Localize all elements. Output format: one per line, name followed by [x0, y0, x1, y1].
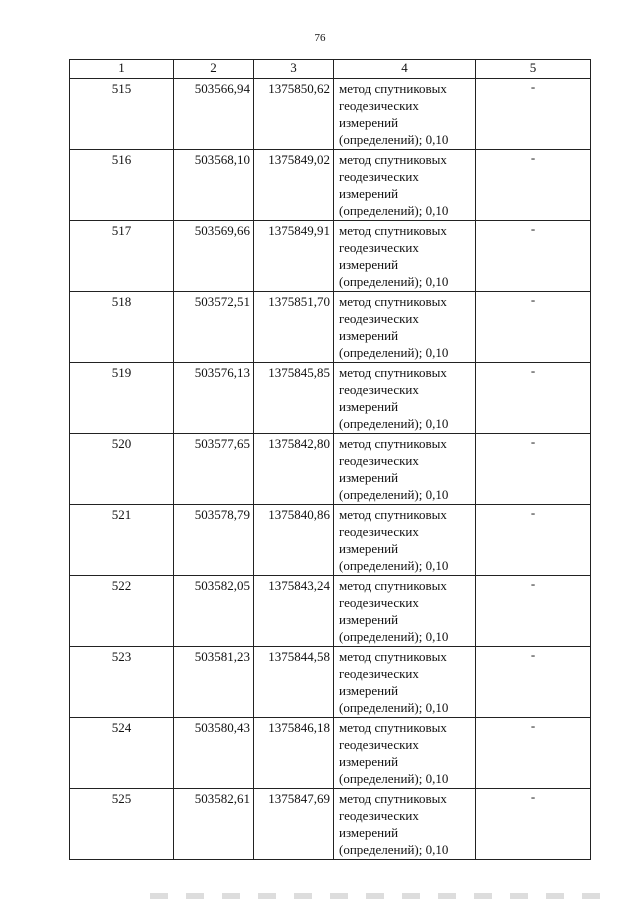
header-col-4: 4 [334, 60, 476, 79]
method-line: метод спутниковых [339, 507, 447, 522]
method-line: метод спутниковых [339, 649, 447, 664]
method-line: (определений); 0,10 [339, 345, 449, 360]
table-row [70, 292, 591, 363]
point-number-cell: 518 [70, 292, 174, 363]
method-cell [334, 221, 476, 292]
method-cell [334, 647, 476, 718]
method-cell [334, 79, 476, 150]
note-cell: - [476, 647, 591, 718]
point-number-cell: 516 [70, 150, 174, 221]
note-cell: - [476, 221, 591, 292]
method-line: (определений); 0,10 [339, 132, 449, 147]
table-row [70, 363, 591, 434]
note-cell: - [476, 789, 591, 860]
method-cell [334, 789, 476, 860]
point-number-cell: 515 [70, 79, 174, 150]
method-line: геодезических [339, 98, 419, 113]
y-coordinate-cell: 1375845,85 [254, 363, 334, 434]
method-line: (определений); 0,10 [339, 416, 449, 431]
x-coordinate-cell: 503569,66 [174, 221, 254, 292]
y-coordinate-cell: 1375842,80 [254, 434, 334, 505]
note-cell: - [476, 576, 591, 647]
y-coordinate-cell: 1375840,86 [254, 505, 334, 576]
point-number-cell: 522 [70, 576, 174, 647]
method-line: метод спутниковых [339, 223, 447, 238]
table-body [70, 79, 591, 860]
method-line: измерений [339, 683, 399, 698]
x-coordinate-cell: 503580,43 [174, 718, 254, 789]
header-col-5: 5 [476, 60, 591, 79]
method-line: геодезических [339, 382, 419, 397]
method-cell [334, 718, 476, 789]
method-line: геодезических [339, 595, 419, 610]
method-line: метод спутниковых [339, 294, 447, 309]
method-line: геодезических [339, 453, 419, 468]
table-row [70, 434, 591, 505]
method-line: (определений); 0,10 [339, 629, 449, 644]
x-coordinate-cell: 503566,94 [174, 79, 254, 150]
x-coordinate-cell: 503576,13 [174, 363, 254, 434]
method-line: измерений [339, 186, 399, 201]
y-coordinate-cell: 1375846,18 [254, 718, 334, 789]
table-header-row [70, 60, 591, 79]
method-line: геодезических [339, 311, 419, 326]
method-line: измерений [339, 541, 399, 556]
method-line: измерений [339, 612, 399, 627]
note-cell: - [476, 150, 591, 221]
table-row [70, 150, 591, 221]
y-coordinate-cell: 1375843,24 [254, 576, 334, 647]
method-line: метод спутниковых [339, 578, 447, 593]
point-number-cell: 521 [70, 505, 174, 576]
point-number-cell: 520 [70, 434, 174, 505]
table-row [70, 718, 591, 789]
header-col-2: 2 [174, 60, 254, 79]
method-line: метод спутниковых [339, 152, 447, 167]
table-row [70, 79, 591, 150]
note-cell: - [476, 79, 591, 150]
method-line: измерений [339, 399, 399, 414]
note-cell: - [476, 292, 591, 363]
x-coordinate-cell: 503577,65 [174, 434, 254, 505]
method-line: геодезических [339, 240, 419, 255]
y-coordinate-cell: 1375850,62 [254, 79, 334, 150]
method-line: (определений); 0,10 [339, 842, 449, 857]
method-line: измерений [339, 825, 399, 840]
method-cell [334, 292, 476, 363]
method-line: измерений [339, 754, 399, 769]
x-coordinate-cell: 503568,10 [174, 150, 254, 221]
method-cell [334, 150, 476, 221]
scan-footer-artifact [150, 893, 600, 899]
method-line: измерений [339, 115, 399, 130]
method-cell [334, 434, 476, 505]
note-cell: - [476, 718, 591, 789]
table-row [70, 647, 591, 718]
method-line: геодезических [339, 169, 419, 184]
method-line: метод спутниковых [339, 81, 447, 96]
point-number-cell: 519 [70, 363, 174, 434]
method-line: (определений); 0,10 [339, 771, 449, 786]
y-coordinate-cell: 1375851,70 [254, 292, 334, 363]
method-line: (определений); 0,10 [339, 487, 449, 502]
page-number: 76 [314, 32, 326, 44]
header-col-1: 1 [70, 60, 174, 79]
header-col-3: 3 [254, 60, 334, 79]
point-number-cell: 523 [70, 647, 174, 718]
method-line: измерений [339, 328, 399, 343]
table-row [70, 221, 591, 292]
point-number-cell: 524 [70, 718, 174, 789]
point-number-cell: 525 [70, 789, 174, 860]
method-line: (определений); 0,10 [339, 274, 449, 289]
method-line: (определений); 0,10 [339, 700, 449, 715]
note-cell: - [476, 434, 591, 505]
y-coordinate-cell: 1375844,58 [254, 647, 334, 718]
method-line: геодезических [339, 808, 419, 823]
method-line: метод спутниковых [339, 791, 447, 806]
method-line: измерений [339, 257, 399, 272]
method-cell [334, 363, 476, 434]
method-line: измерений [339, 470, 399, 485]
method-cell [334, 505, 476, 576]
note-cell: - [476, 363, 591, 434]
method-line: (определений); 0,10 [339, 558, 449, 573]
x-coordinate-cell: 503581,23 [174, 647, 254, 718]
method-line: метод спутниковых [339, 720, 447, 735]
method-line: геодезических [339, 737, 419, 752]
method-line: метод спутниковых [339, 365, 447, 380]
table-row [70, 576, 591, 647]
note-cell: - [476, 505, 591, 576]
y-coordinate-cell: 1375849,91 [254, 221, 334, 292]
x-coordinate-cell: 503582,61 [174, 789, 254, 860]
point-number-cell: 517 [70, 221, 174, 292]
table-row [70, 505, 591, 576]
method-line: (определений); 0,10 [339, 203, 449, 218]
method-line: геодезических [339, 524, 419, 539]
table-row [70, 789, 591, 860]
coordinates-table [69, 59, 591, 860]
y-coordinate-cell: 1375847,69 [254, 789, 334, 860]
method-line: геодезических [339, 666, 419, 681]
x-coordinate-cell: 503582,05 [174, 576, 254, 647]
x-coordinate-cell: 503572,51 [174, 292, 254, 363]
method-line: метод спутниковых [339, 436, 447, 451]
y-coordinate-cell: 1375849,02 [254, 150, 334, 221]
x-coordinate-cell: 503578,79 [174, 505, 254, 576]
method-cell [334, 576, 476, 647]
